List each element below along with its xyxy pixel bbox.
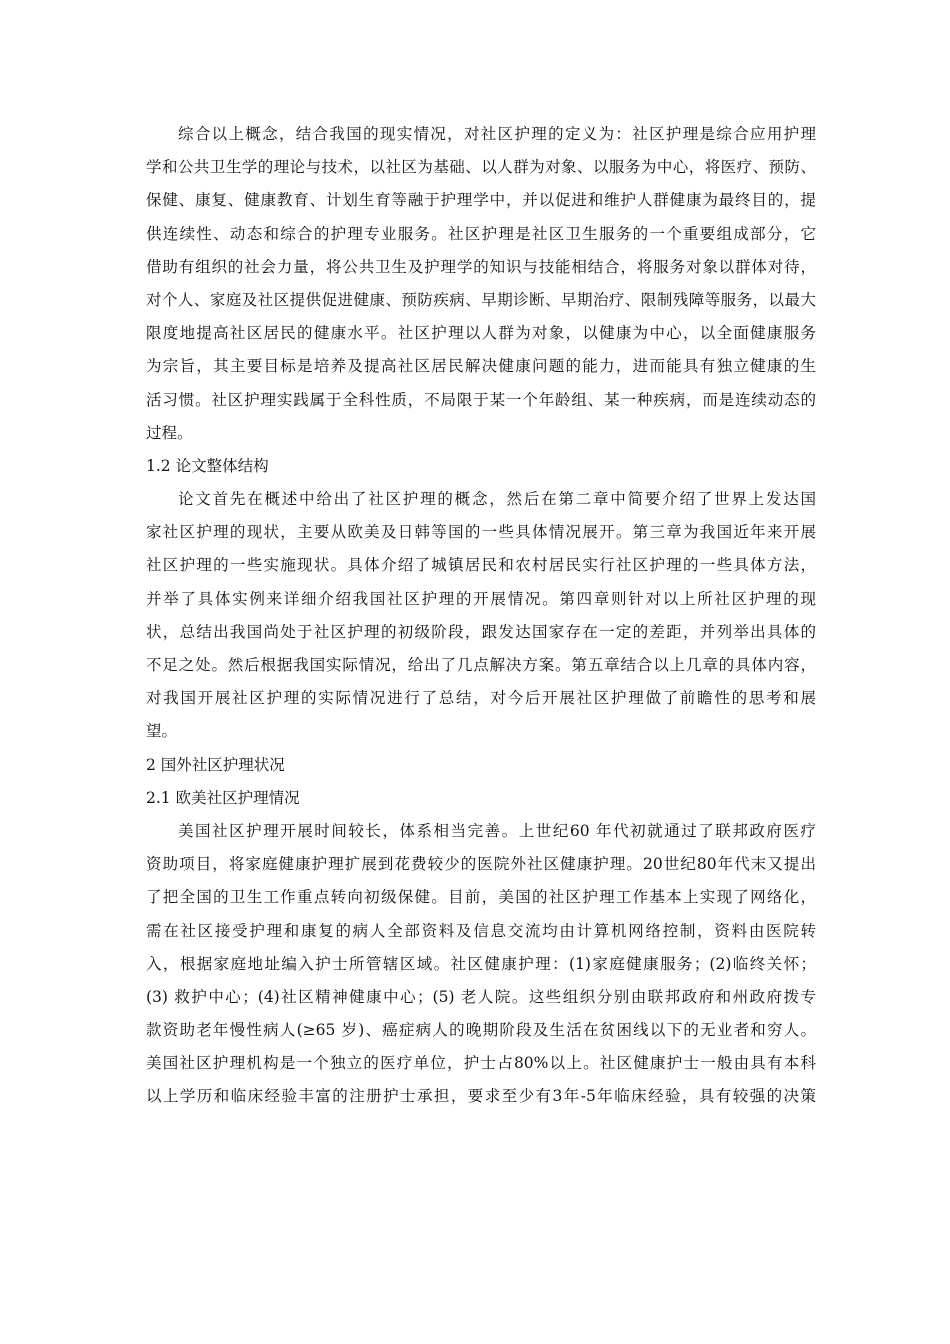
paragraph-1-line: 供连续性、动态和综合的护理专业服务。社区护理是社区卫生服务的一个重要组成部分，它	[146, 224, 816, 243]
paragraph-2-line: 对我国开展社区护理的实际情况进行了总结，对今后开展社区护理做了前瞻性的思考和展	[146, 689, 816, 708]
paragraph-1-line: 学和公共卫生学的理论与技术，以社区为基础、以人群为对象、以服务为中心，将医疗、预防、	[146, 158, 816, 177]
paragraph-3-line: 入，根据家庭地址编入护士所管辖区域。社区健康护理：(1)家庭健康服务；(2)临终关怀；	[146, 954, 816, 973]
paragraph-2-line: 望。	[146, 722, 178, 741]
paragraph-3-line: (3) 救护中心；(4)社区精神健康中心；(5) 老人院。这些组织分别由联邦政府和州政府拨专	[146, 987, 816, 1006]
paragraph-1-line: 借助有组织的社会力量，将公共卫生及护理学的知识与技能相结合，将服务对象以群体对待，	[146, 257, 816, 276]
paragraph-2-line: 家社区护理的现状，主要从欧美及日韩等国的一些具体情况展开。第三章为我国近年来开展	[146, 523, 816, 542]
paragraph-2-line: 不足之处。然后根据我国实际情况，给出了几点解决方案。第五章结合以上几章的具体内容，	[146, 656, 816, 674]
paragraph-2-line: 论文首先在概述中给出了社区护理的概念，然后在第二章中简要介绍了世界上发达国	[178, 490, 816, 509]
section-heading-2: 2 国外社区护理状况	[146, 755, 285, 774]
section-heading-1-2: 1.2 论文整体结构	[146, 456, 269, 475]
paragraph-3-line: 资助项目，将家庭健康护理扩展到花费较少的医院外社区健康护理。20世纪80年代末又提出	[146, 855, 816, 874]
section-heading-2-1: 2.1 欧美社区护理情况	[146, 788, 300, 807]
paragraph-3-line: 以上学历和临床经验丰富的注册护士承担，要求至少有3年-5年临床经验，具有较强的决策	[146, 1087, 816, 1106]
document-page	[146, 118, 816, 1114]
paragraph-2-line: 并举了具体实例来详细介绍我国社区护理的开展情况。第四章则针对以上所社区护理的现	[146, 589, 816, 608]
paragraph-3-line: 美国社区护理开展时间较长，体系相当完善。上世纪60 年代初就通过了联邦政府医疗	[178, 821, 816, 840]
paragraph-2-line: 社区护理的一些实施现状。具体介绍了城镇居民和农村居民实行社区护理的一些具体方法，	[146, 556, 816, 575]
paragraph-3-line: 款资助老年慢性病人(≥65 岁)、癌症病人的晚期阶段及生活在贫困线以下的无业者和穷人。	[146, 1021, 816, 1040]
paragraph-1-line: 限度地提高社区居民的健康水平。社区护理以人群为对象，以健康为中心，以全面健康服务	[146, 324, 816, 343]
paragraph-1-line: 保健、康复、健康教育、计划生育等融于护理学中，并以促进和维护人群健康为最终目的，提	[146, 191, 816, 210]
paragraph-1-line: 活习惯。社区护理实践属于全科性质，不局限于某一个年龄组、某一种疾病，而是连续动态的	[146, 390, 816, 409]
paragraph-2-line: 状，总结出我国尚处于社区护理的初级阶段，跟发达国家存在一定的差距，并列举出具体的	[146, 622, 816, 641]
paragraph-3-line: 需在社区接受护理和康复的病人全部资料及信息交流均由计算机网络控制，资料由医院转	[146, 921, 816, 940]
paragraph-3-line: 了把全国的卫生工作重点转向初级保健。目前，美国的社区护理工作基本上实现了网络化，	[146, 888, 816, 907]
paragraph-1-line: 对个人、家庭及社区提供促进健康、预防疾病、早期诊断、早期治疗、限制残障等服务，以最大	[146, 290, 816, 309]
paragraph-1-line: 为宗旨，其主要目标是培养及提高社区居民解决健康问题的能力，进而能具有独立健康的生	[146, 357, 816, 376]
paragraph-1-line: 综合以上概念，结合我国的现实情况，对社区护理的定义为：社区护理是综合应用护理	[178, 125, 816, 143]
paragraph-3-line: 美国社区护理机构是一个独立的医疗单位，护士占80%以上。社区健康护士一般由具有本科	[146, 1054, 816, 1073]
paragraph-1-line: 过程。	[146, 423, 193, 442]
